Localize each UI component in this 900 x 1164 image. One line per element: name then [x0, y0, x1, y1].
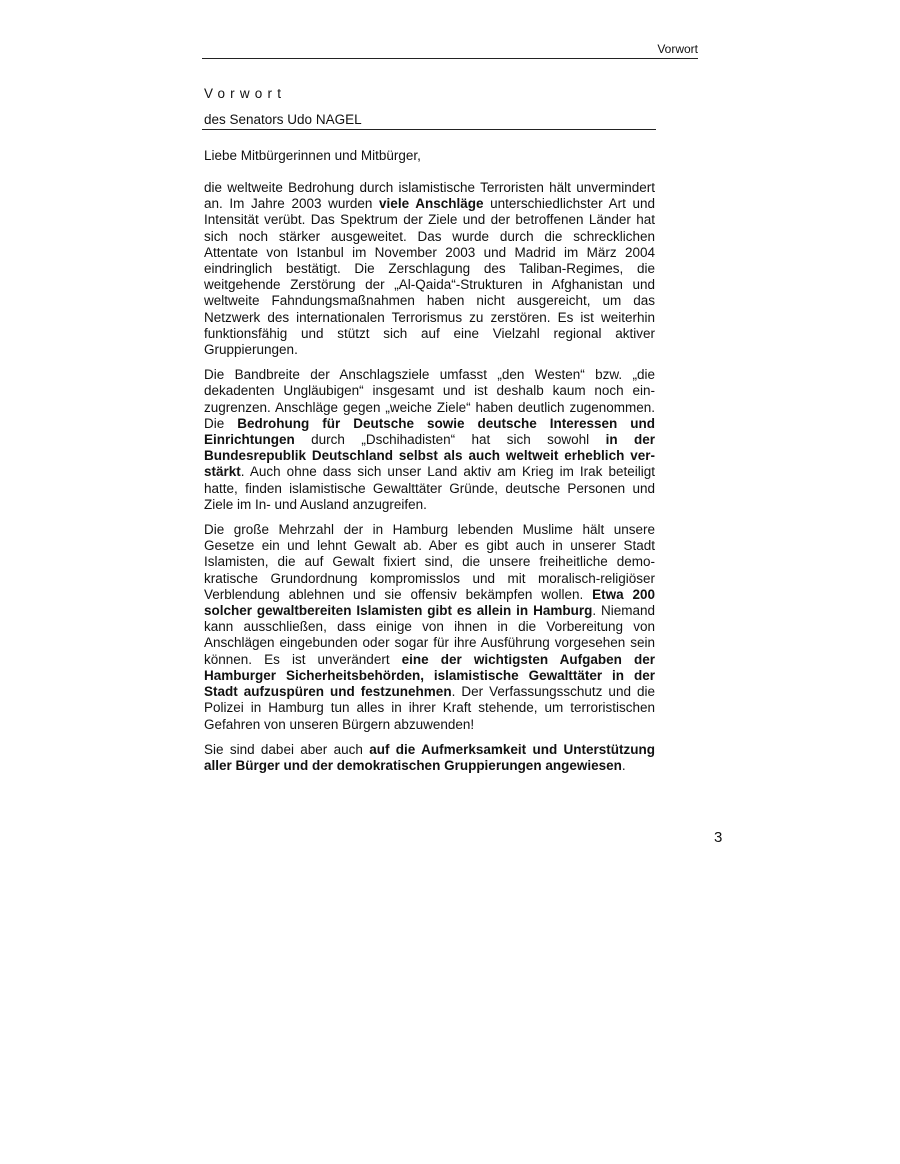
paragraph	[204, 742, 655, 774]
text-run: .	[621, 757, 626, 773]
emphasis-text: viele Anschläge	[379, 196, 484, 212]
text-run: Sie sind dabei aber auch	[204, 741, 370, 757]
salutation: Liebe Mitbürgerinnen und Mitbürger,	[204, 148, 421, 163]
emphasis-text: in der Bundesrepublik Deutschland selbst als auch weltweit erheblich verstärkt	[204, 432, 655, 480]
text-run: . Der Verfassungsschutz und die Polizei in Hamburg tun alles in ihrer Kraft stehende, um terroristischen Gefahren von unseren Bürgern abzuwenden!	[204, 684, 655, 732]
running-header: Vorwort	[202, 42, 698, 59]
text-run: unterschiedlichster Art und Intensität verübt. Das Spektrum der Ziele und der betroffenen Länder hat sich noch stärker ausgeweitet. Das wurde durch die schrecklichen Attentate von Istanbul im November 2003 und Madrid im März 2004 eindringlich bestätigt. Die Zerschlagung des Taliban-Regimes, die weitgehende Zerstörung der „Al-Qaida“-Strukturen in Afghanistan und weltweite Fahndungsmaßnahmen haben nicht ausgereicht, um das Netzwerk des internationalen Terrorismus zu zerstören. Es ist weiterhin funktionsfähig und stützt sich auf eine Vielzahl regional aktiver Gruppierungen.	[204, 196, 655, 358]
text-run: Die Bandbreite der Anschlagsziele umfasst „den Westen“ bzw. „die dekadenten Ungläubigen“ insgesamt und ist deshalb kaum noch einzugrenzen. Anschläge gegen „weiche Ziele“ haben deutlich zugenommen. Die	[204, 367, 655, 431]
text-run: durch „Dschihadisten“ hat sich sowohl	[294, 432, 606, 448]
paragraph	[204, 367, 655, 513]
emphasis-text: auf die Aufmerksamkeit und Unterstützung aller Bürger und der demokratischen Gruppierungen angewiesen	[204, 741, 656, 773]
text-run: . Niemand kann ausschließen, dass einige von ihnen in die Vorbereitung von Anschlägen eingebunden oder sogar für ihre Ausführung vorgesehen sein können. Es ist unverändert	[204, 603, 655, 667]
text-run: Die große Mehrzahl der in Hamburg lebenden Muslime hält unsere Gesetze ein und lehnt Gewalt ab. Aber es gibt auch in unserer Stadt Islamisten, die auf Gewalt fixiert sind, die unsere freiheitliche demokratische Grundordnung kompromisslos und mit moralisch-religiöser Verblendung ablehnen und sie offensiv bekämpfen wollen.	[204, 522, 655, 602]
text-run: . Auch ohne dass sich unser Land aktiv am Krieg im Irak beteiligt hatte, finden islamistische Gewalttäter Gründe, deutsche Personen und Ziele im In- und Ausland anzugreifen.	[204, 464, 655, 512]
page-subtitle: des Senators Udo NAGEL	[202, 112, 656, 130]
page-title: Vorwort	[204, 86, 287, 101]
emphasis-text: eine der wichtigsten Aufgaben der Hamburger Sicherheitsbehörden, islamistische Gewalttäter in der Stadt aufzuspüren und festzunehmen	[204, 651, 655, 700]
paragraph	[204, 522, 655, 733]
body-text	[204, 180, 655, 783]
emphasis-text: Bedrohung für Deutsche sowie deutsche Interessen und Einrichtungen	[204, 415, 655, 448]
text-run: die weltweite Bedrohung durch islamistische Terroristen hält unvermindert an. Im Jahre 2003 wurden	[204, 180, 655, 212]
page-number: 3	[714, 829, 723, 846]
emphasis-text: Etwa 200 solcher gewaltbereiten Islamisten gibt es allein in Hamburg	[204, 586, 655, 619]
paragraph	[204, 180, 655, 358]
